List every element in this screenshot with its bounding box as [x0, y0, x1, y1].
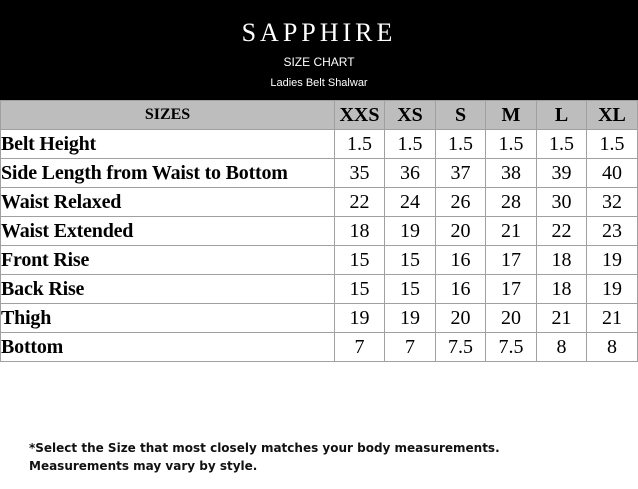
measurement-value: 40	[587, 159, 638, 188]
measurement-value: 16	[436, 275, 486, 304]
measurement-label: Side Length from Waist to Bottom	[1, 159, 335, 188]
measurement-label: Waist Extended	[1, 217, 335, 246]
table-row	[1, 217, 638, 246]
measurement-value: 7	[335, 333, 385, 362]
measurement-value: 19	[385, 304, 436, 333]
measurement-value: 18	[335, 217, 385, 246]
measurement-value: 26	[436, 188, 486, 217]
header-row	[1, 101, 638, 130]
size-chart-title: SIZE CHART	[283, 55, 355, 69]
measurement-value: 23	[587, 217, 638, 246]
measurement-value: 8	[537, 333, 587, 362]
measurement-value: 18	[537, 275, 587, 304]
footnote	[29, 439, 500, 475]
table-body	[1, 130, 638, 362]
measurement-label: Belt Height	[1, 130, 335, 159]
measurement-value: 15	[385, 275, 436, 304]
size-header-m: M	[486, 101, 537, 130]
measurement-value: 20	[486, 304, 537, 333]
measurement-value: 18	[537, 246, 587, 275]
measurement-value: 19	[587, 246, 638, 275]
measurement-value: 22	[537, 217, 587, 246]
measurement-value: 1.5	[436, 130, 486, 159]
table-row	[1, 333, 638, 362]
table-row	[1, 159, 638, 188]
size-header-l: L	[537, 101, 587, 130]
measurement-value: 1.5	[335, 130, 385, 159]
header-banner	[0, 0, 638, 100]
measurement-value: 21	[486, 217, 537, 246]
measurement-value: 32	[587, 188, 638, 217]
measurement-value: 28	[486, 188, 537, 217]
table-header	[1, 101, 638, 130]
measurement-value: 19	[587, 275, 638, 304]
measurement-value: 8	[587, 333, 638, 362]
measurement-value: 30	[537, 188, 587, 217]
measurement-value: 17	[486, 246, 537, 275]
measurement-value: 15	[335, 246, 385, 275]
measurement-label: Back Rise	[1, 275, 335, 304]
measurement-value: 36	[385, 159, 436, 188]
sizes-header: SIZES	[1, 101, 335, 130]
table-row	[1, 188, 638, 217]
footnote-line-1: *Select the Size that most closely matches your body measurements.	[29, 441, 500, 455]
measurement-value: 7.5	[486, 333, 537, 362]
measurement-value: 7.5	[436, 333, 486, 362]
size-table	[0, 100, 638, 362]
measurement-value: 19	[385, 217, 436, 246]
measurement-value: 17	[486, 275, 537, 304]
size-header-xl: XL	[587, 101, 638, 130]
measurement-value: 35	[335, 159, 385, 188]
measurement-value: 38	[486, 159, 537, 188]
measurement-value: 1.5	[587, 130, 638, 159]
measurement-value: 15	[385, 246, 436, 275]
size-header-xxs: XXS	[335, 101, 385, 130]
measurement-label: Front Rise	[1, 246, 335, 275]
table-row	[1, 275, 638, 304]
measurement-value: 20	[436, 217, 486, 246]
table-row	[1, 304, 638, 333]
measurement-value: 1.5	[385, 130, 436, 159]
measurement-value: 7	[385, 333, 436, 362]
product-name: Ladies Belt Shalwar	[270, 77, 368, 89]
measurement-value: 1.5	[486, 130, 537, 159]
footnote-line-2: Measurements may vary by style.	[29, 459, 258, 473]
measurement-value: 1.5	[537, 130, 587, 159]
size-header-xs: XS	[385, 101, 436, 130]
measurement-value: 21	[537, 304, 587, 333]
measurement-value: 15	[335, 275, 385, 304]
measurement-value: 21	[587, 304, 638, 333]
measurement-value: 39	[537, 159, 587, 188]
measurement-label: Bottom	[1, 333, 335, 362]
table-row	[1, 246, 638, 275]
measurement-value: 16	[436, 246, 486, 275]
measurement-value: 24	[385, 188, 436, 217]
size-header-s: S	[436, 101, 486, 130]
table-row	[1, 130, 638, 159]
measurement-label: Waist Relaxed	[1, 188, 335, 217]
brand-logo-text: SAPPHIRE	[241, 18, 397, 47]
measurement-value: 22	[335, 188, 385, 217]
measurement-value: 20	[436, 304, 486, 333]
measurement-label: Thigh	[1, 304, 335, 333]
measurement-value: 19	[335, 304, 385, 333]
measurement-value: 37	[436, 159, 486, 188]
